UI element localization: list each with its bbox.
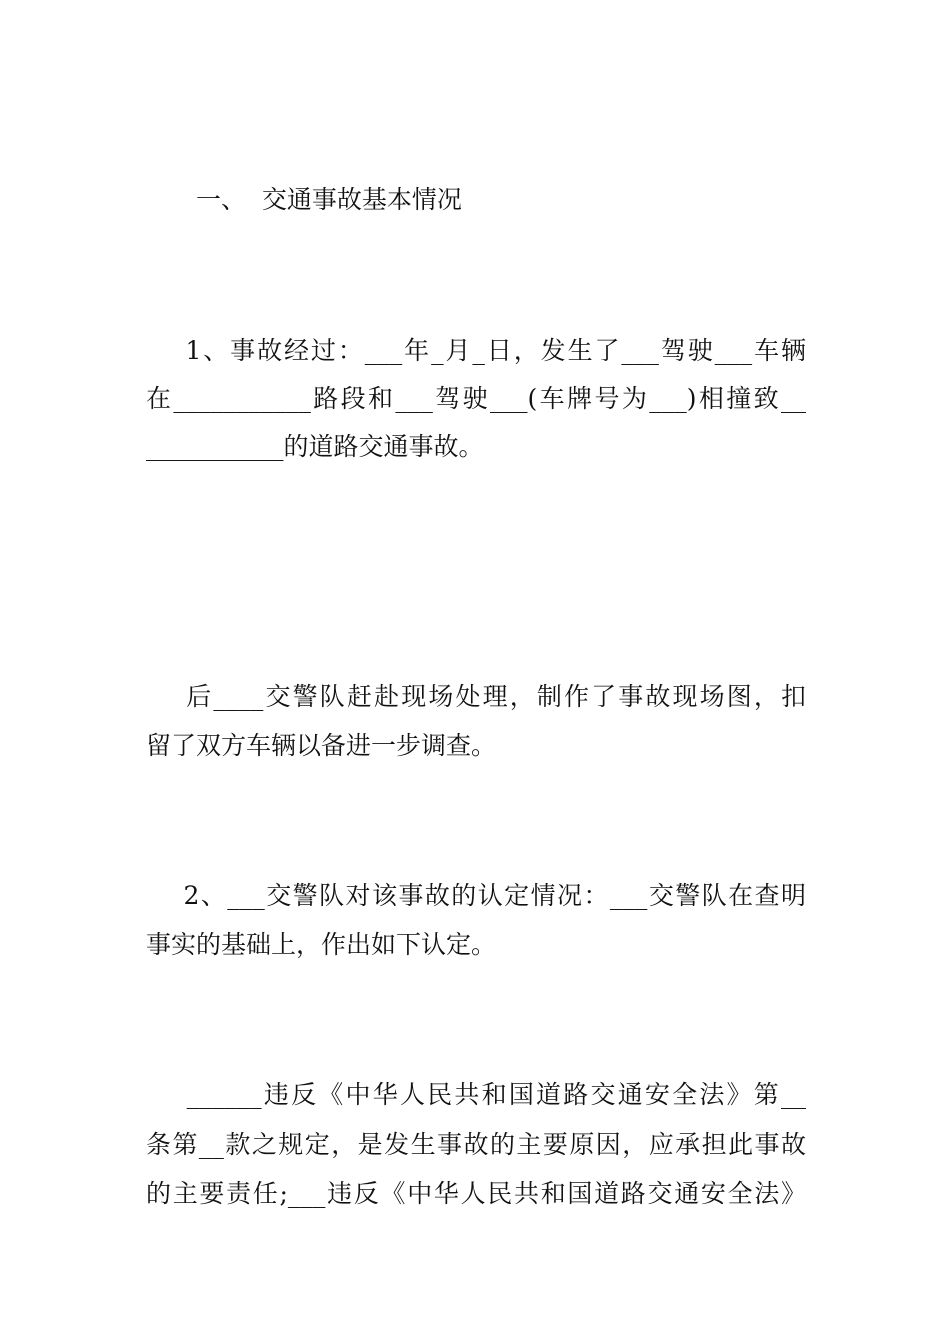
paragraph-line: 后____交警队赶赴现场处理，制作了事故现场图，扣 xyxy=(146,682,806,711)
paragraph-line: 留了双方车辆以备进一步调查。 xyxy=(146,731,497,760)
paragraph-line: 1、事故经过：___年_月_日，发生了___驾驶___车辆 xyxy=(146,336,806,365)
paragraph-line: 事实的基础上，作出如下认定。 xyxy=(146,930,497,959)
section-heading: 一、 交通事故基本情况 xyxy=(196,185,462,214)
paragraph-line: 条第__款之规定，是发生事故的主要原因，应承担此事故 xyxy=(146,1130,806,1159)
paragraph-line: ______违反《中华人民共和国道路交通安全法》第__ xyxy=(146,1080,806,1109)
paragraph-line: 的主要责任;___违反《中华人民共和国道路交通安全法》 xyxy=(146,1179,806,1208)
paragraph-line: ___________的道路交通事故。 xyxy=(146,432,484,461)
paragraph-line: 2、___交警队对该事故的认定情况：___交警队在查明 xyxy=(146,881,806,910)
paragraph-line: 在___________路段和___驾驶___(车牌号为___)相撞致__ xyxy=(146,384,806,413)
